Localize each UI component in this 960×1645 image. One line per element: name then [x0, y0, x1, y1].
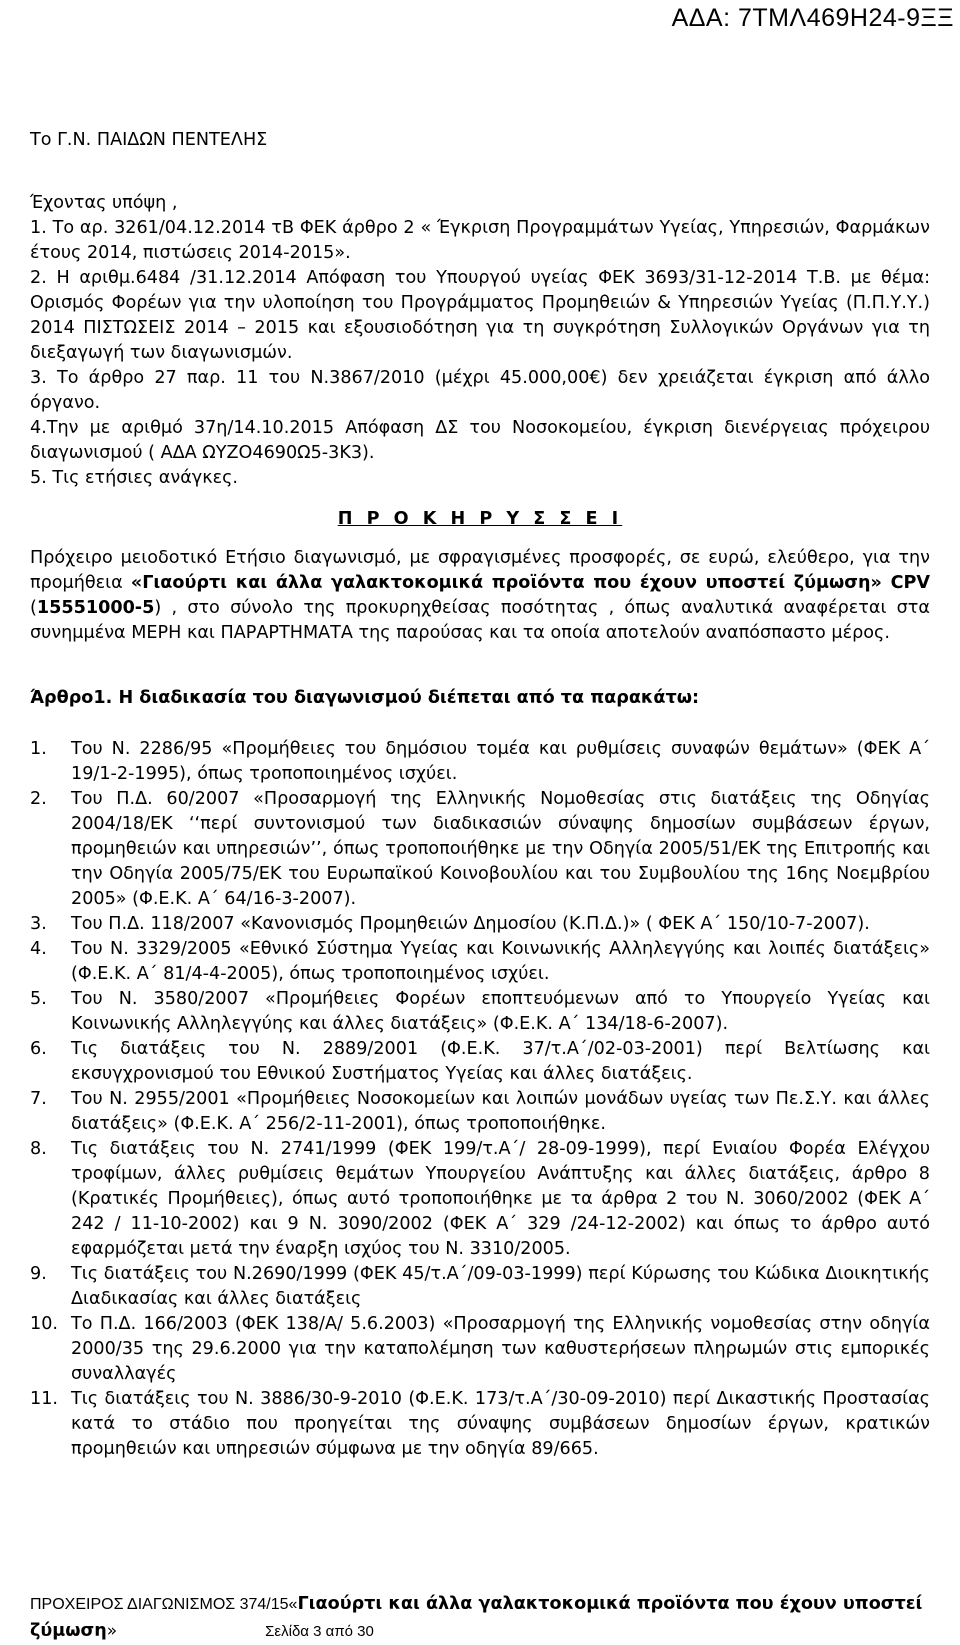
list-item-number: 4. [30, 939, 47, 959]
list-item-number: 10. [30, 1314, 58, 1334]
footer-close-quote: » [106, 1621, 118, 1641]
list-item [30, 987, 930, 1037]
having-in-mind: Έχοντας υπόψη , [30, 193, 178, 213]
list-item-number: 5. [30, 989, 47, 1009]
list-item [30, 912, 930, 937]
list-item-number: 6. [30, 1039, 47, 1059]
announcement-product: «Γιαούρτι και άλλα γαλακτοκομικά προϊόντα που έχουν υποστεί ζύμωση» CPV [130, 573, 930, 593]
list-item-text: Του Π.Δ. 118/2007 «Κανονισμός Προμηθειών Δημοσίου (Κ.Π.Δ.)» ( ΦΕΚ Α΄ 150/10-7-2007). [71, 914, 870, 934]
cpv-code: 15551000-5 [36, 598, 155, 618]
list-item [30, 1137, 930, 1262]
cpv-open: ( [30, 598, 37, 618]
recipient: Το Γ.Ν. ΠΑΙΔΩΝ ΠΕΝΤΕΛΗΣ [30, 130, 268, 150]
list-item-text: Του Ν. 3580/2007 «Προμήθειες Φορέων εποπτευόμενων από το Υπουργείο Υγείας και Κοινωνικής Αλληλεγγύης και άλλες διατάξεις» (Φ.Ε.Κ. Α΄ 134/18-6-2007). [71, 989, 930, 1034]
list-item [30, 1037, 930, 1087]
list-item-text: Τις διατάξεις του Ν.2690/1999 (ΦΕΚ 45/τ.Α΄/09-03-1999) περί Κύρωσης του Κώδικα Διοικητικής Διαδικασίας και άλλες διατάξεις [71, 1264, 930, 1309]
footer-tender-prefix: ΠΡΟΧΕΙΡΟΣ ΔΙΑΓΩΝΙΣΜΟΣ 374/15« [30, 1596, 298, 1613]
list-item [30, 1087, 930, 1137]
reference-item-4: 4.Την με αριθμό 37η/14.10.2015 Απόφαση ΔΣ του Νοσοκομείου, έγκριση διενέργειας πρόχειρου διαγωνισμού ( ΑΔΑ ΩΥΖΟ4690Ω5-3Κ3). [30, 418, 930, 463]
cpv-close: ) [154, 598, 162, 618]
reference-item-1: 1. Το αρ. 3261/04.12.2014 τΒ ΦΕΚ άρθρο 2 « Έγκριση Προγραμμάτων Υγείας, Υπηρεσιών, Φαρμάκων έτους 2014, πιστώσεις 2014-2015». [30, 218, 930, 263]
list-item-number: 2. [30, 789, 47, 809]
page-number: Σελίδα 3 από 30 [265, 1623, 374, 1640]
list-item-text: Τις διατάξεις του Ν. 2889/2001 (Φ.Ε.Κ. 37/τ.Α΄/02-03-2001) περί Βελτίωσης και εκσυγχρονισμού του Εθνικού Συστήματος Υγείας και άλλες διατάξεις. [71, 1039, 930, 1084]
article-1-heading: Άρθρο1. Η διαδικασία του διαγωνισμού διέπεται από τα παρακάτω: [30, 688, 700, 708]
list-item-text: Τις διατάξεις του Ν. 2741/1999 (ΦΕΚ 199/τ.Α΄/ 28-09-1999), περί Ενιαίου Φορέα Ελέγχου τροφίμων, άλλες ρυθμίσεις θεμάτων Υπουργείου Ανάπτυξης και άλλες διατάξεις, άρθρο 8 (Κρατικές Προμήθειες), όπως αυτό τροποποιήθηκε με τα άρθρα 2 του Ν. 3060/2002 (ΦΕΚ Α΄ 242 / 11-10-2002) και 9 Ν. 3090/2002 (ΦΕΚ Α΄ 329 /24-12-2002) και όπως το άρθρο αυτό εφαρμόζεται μετά την έναρξη ισχύος του Ν. 3310/2005. [71, 1139, 930, 1259]
list-item-number: 8. [30, 1139, 47, 1159]
list-item [30, 1262, 930, 1312]
list-item-number: 9. [30, 1264, 47, 1284]
announcement-post: , στο σύνολο της προκυρηχθείσας ποσότητας , όπως αναλυτικά αναφέρεται στα συνημμένα ΜΕΡΗ και ΠΑΡΑΡΤΗΜΑΤΑ της παρούσας και τα οποία αποτελούν αναπόσπαστο μέρος. [30, 598, 930, 643]
page-footer [30, 1591, 930, 1645]
announcement-paragraph [30, 546, 930, 646]
list-item [30, 787, 930, 912]
list-item-text: Του Π.Δ. 60/2007 «Προσαρμογή της Ελληνικής Νομοθεσίας στις διατάξεις της Οδηγίας 2004/18/ΕΚ ‘‘περί συντονισμού των διαδικασιών σύναψης δημοσίων συμβάσεων έργων, προμηθειών και υπηρεσιών’’, όπως τροποποιήθηκε με την Οδηγία 2005/51/ΕΚ της Επιτροπής και την Οδηγία 2005/75/ΕΚ του Ευρωπαϊκού Κοινοβουλίου και του Συμβουλίου της 16ης Νοεμβρίου 2005» (Φ.Ε.Κ. Α΄ 64/16-3-2007). [71, 789, 930, 909]
proclamation-title: Π Ρ Ο Κ Η Ρ Υ Σ Σ Ε Ι [337, 509, 623, 529]
announcement-pre: Πρόχειρο μειοδοτικό Ετήσιο διαγωνισμό, με σφραγισμένες προσφορές, σε ευρώ, ελεύθερο, για την προμήθεια [30, 548, 930, 593]
list-item [30, 1387, 930, 1462]
list-item-text: Το Π.Δ. 166/2003 (ΦΕΚ 138/Α/ 5.6.2003) «Προσαρμογή της Ελληνικής νομοθεσίας στην οδηγία 2000/35 της 29.6.2000 για την καταπολέμηση των καθυστερήσεων πληρωμών στις εμπορικές συναλλαγές [71, 1314, 930, 1384]
list-item [30, 937, 930, 987]
reference-item-5: 5. Τις ετήσιες ανάγκες. [30, 468, 239, 488]
list-item-number: 3. [30, 914, 47, 934]
list-item [30, 737, 930, 787]
legal-framework-list [30, 737, 930, 1462]
reference-item-2: 2. Η αριθμ.6484 /31.12.2014 Απόφαση του Υπουργού υγείας ΦΕΚ 3693/31-12-2014 Τ.Β. με θέμα: Ορισμός Φορέων για την υλοποίηση του Προγράμματος Προμηθειών & Υπηρεσιών Υγείας (Π.Π.Υ.Υ.) 2014 ΠΙΣΤΩΣΕΙΣ 2014 – 2015 και εξουσιοδότηση για τη συγκρότηση Συλλογικών Οργάνων για τη διεξαγωγή των διαγωνισμών. [30, 268, 930, 363]
ada-code: ΑΔΑ: 7ΤΜΛ469Η24-9ΞΞ [671, 4, 954, 32]
list-item-number: 11. [30, 1389, 58, 1409]
list-item [30, 1312, 930, 1387]
list-item-number: 1. [30, 739, 47, 759]
document-body [30, 128, 930, 1462]
list-item-text: Του Ν. 2955/2001 «Προμήθειες Νοσοκομείων και λοιπών μονάδων υγείας των Πε.Σ.Υ. και άλλες διατάξεις» (Φ.Ε.Κ. Α΄ 256/2-11-2001), όπως τροποποιήθηκε. [71, 1089, 930, 1134]
list-item-number: 7. [30, 1089, 47, 1109]
list-item-text: Τις διατάξεις του Ν. 3886/30-9-2010 (Φ.Ε.Κ. 173/τ.Α΄/30-09-2010) περί Δικαστικής Προστασίας κατά το στάδιο που προηγείται της σύναψης συμβάσεων δημοσίων έργων, κρατικών προμηθειών και υπηρεσιών σύμφωνα με την οδηγία 89/665. [71, 1389, 930, 1459]
list-item-text: Του Ν. 3329/2005 «Εθνικό Σύστημα Υγείας και Κοινωνικής Αλληλεγγύης και λοιπές διατάξεις» (Φ.Ε.Κ. Α΄ 81/4-4-2005), όπως τροποποιημένος ισχύει. [71, 939, 930, 984]
reference-item-3: 3. Το άρθρο 27 παρ. 11 του Ν.3867/2010 (μέχρι 45.000,00€) δεν χρειάζεται έγκριση από άλλο όργανο. [30, 368, 930, 413]
footer-tender-title: Γιαούρτι και άλλα γαλακτοκομικά προϊόντα που έχουν υποστεί ζύμωση [30, 1594, 923, 1641]
list-item-text: Του Ν. 2286/95 «Προμήθειες του δημόσιου τομέα και ρυθμίσεις συναφών θεμάτων» (ΦΕΚ Α΄ 19/1-2-1995), όπως τροποποιημένος ισχύει. [71, 739, 930, 784]
